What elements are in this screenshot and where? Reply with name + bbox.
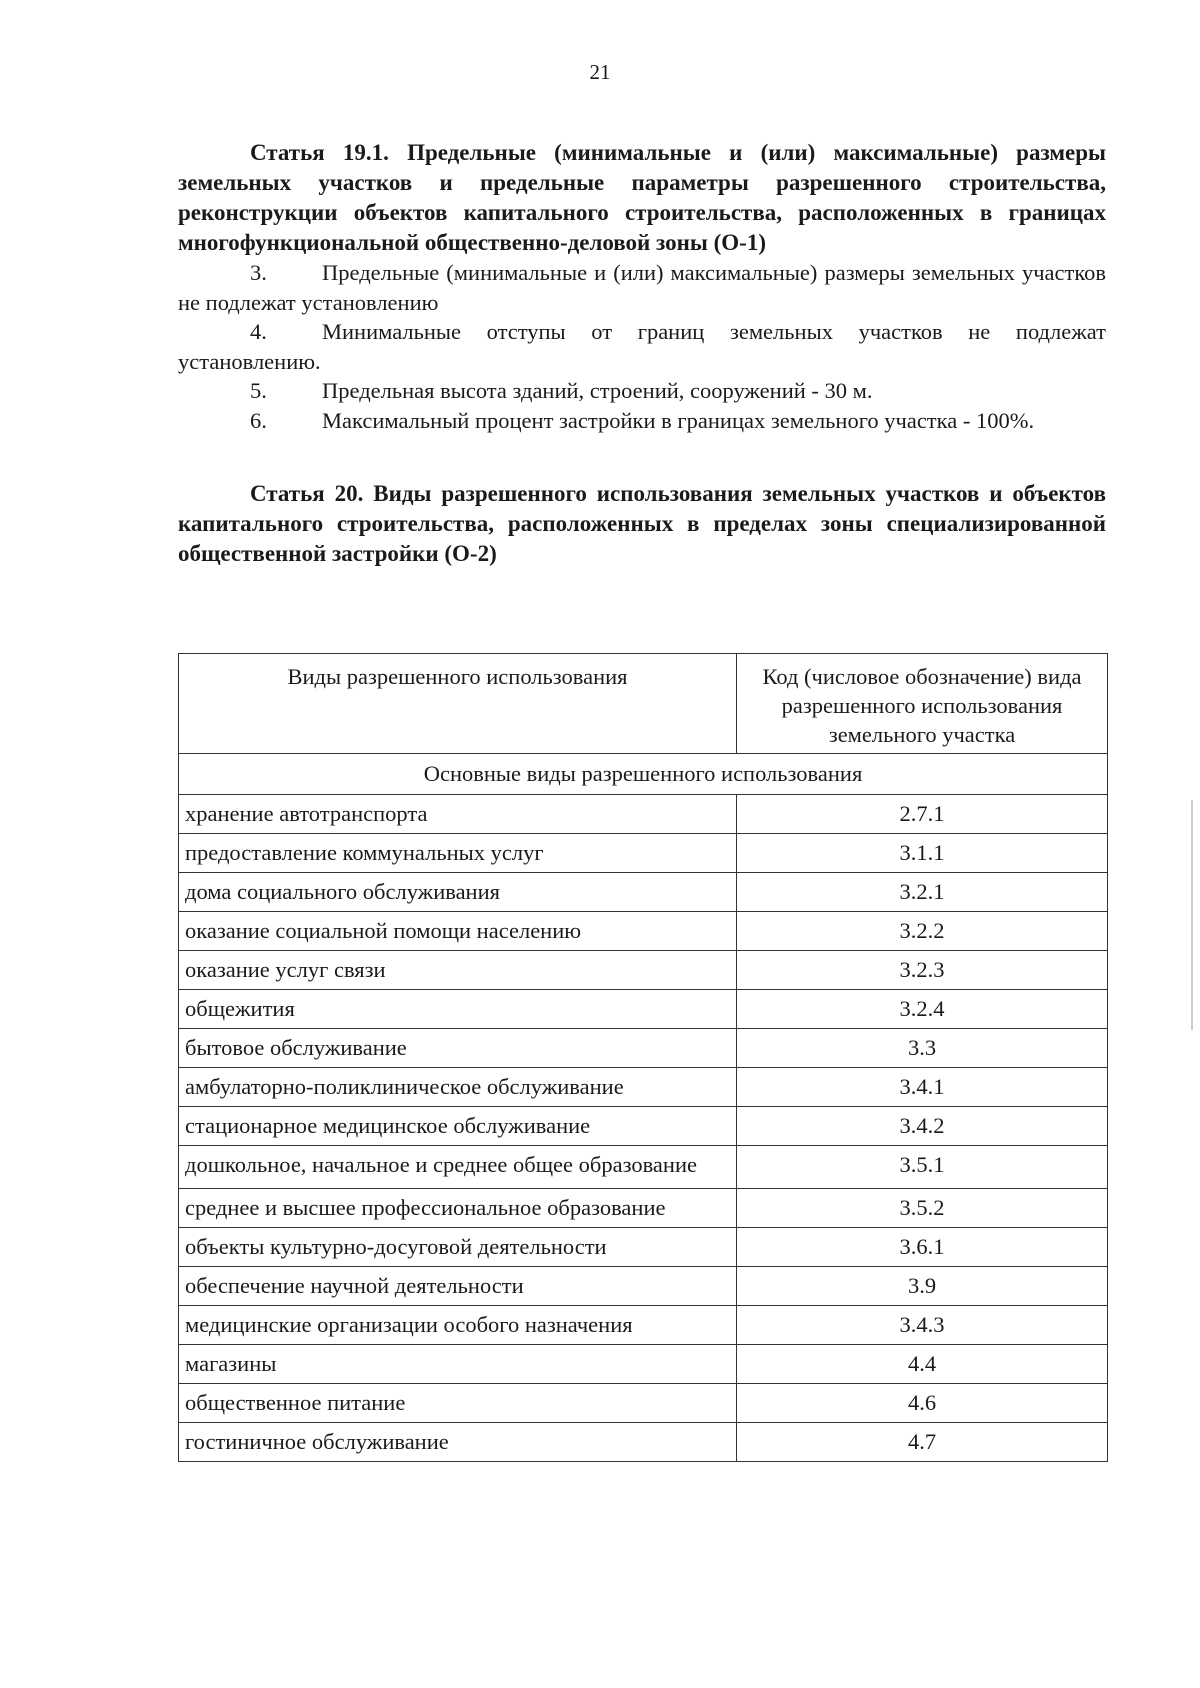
use-type-cell: среднее и высшее профессиональное образование: [179, 1189, 737, 1228]
article-19-1-item: [178, 258, 1106, 317]
use-code-cell: 3.3: [737, 1029, 1108, 1068]
use-type-cell: медицинские организации особого назначения: [179, 1306, 737, 1345]
use-code-cell: 3.2.2: [737, 912, 1108, 951]
use-type-cell: хранение автотранспорта: [179, 795, 737, 834]
page-number: 21: [589, 60, 611, 84]
use-code-cell: 3.6.1: [737, 1228, 1108, 1267]
table-section-title: Основные виды разрешенного использования: [179, 754, 1108, 795]
article-19-1-item: [178, 376, 1106, 406]
use-code-cell: 3.2.3: [737, 951, 1108, 990]
use-type-cell: объекты культурно-досуговой деятельности: [179, 1228, 737, 1267]
document-body: [178, 138, 1106, 569]
item-number: 6.: [250, 407, 267, 433]
use-code-cell: 3.4.2: [737, 1107, 1108, 1146]
table-row: [179, 834, 1108, 873]
use-type-cell: бытовое обслуживание: [179, 1029, 737, 1068]
use-code-cell: 3.4.1: [737, 1068, 1108, 1107]
use-type-cell: гостиничное обслуживание: [179, 1423, 737, 1462]
table-row: [179, 912, 1108, 951]
use-code-cell: 3.5.2: [737, 1189, 1108, 1228]
article-19-1-heading: Статья 19.1. Предельные (минимальные и (или) максимальные) размеры земельных участков и предельные параметры разрешенного строительства, реконструкции объектов капитального строительства, расположенных в границах многофункциональной общественно-деловой зоны (О-1): [178, 140, 1106, 255]
table-header-use-type: Виды разрешенного использования: [179, 654, 737, 754]
use-code-cell: 4.6: [737, 1384, 1108, 1423]
table-row: [179, 1306, 1108, 1345]
use-type-cell: предоставление коммунальных услуг: [179, 834, 737, 873]
table-row: [179, 990, 1108, 1029]
use-code-cell: 4.4: [737, 1345, 1108, 1384]
table-section-row: [179, 754, 1108, 795]
table-row: [179, 1107, 1108, 1146]
use-type-cell: общежития: [179, 990, 737, 1029]
item-number: 3.: [250, 260, 267, 285]
use-code-cell: 4.7: [737, 1423, 1108, 1462]
use-code-cell: 3.2.4: [737, 990, 1108, 1029]
table-row: [179, 1029, 1108, 1068]
use-type-cell: дошкольное, начальное и среднее общее образование: [179, 1146, 737, 1189]
item-number: 4.: [250, 319, 267, 344]
table-row: [179, 1345, 1108, 1384]
table-row: [179, 1423, 1108, 1462]
use-type-cell: стационарное медицинское обслуживание: [179, 1107, 737, 1146]
table-row: [179, 1146, 1108, 1189]
table-row: [179, 1228, 1108, 1267]
permitted-uses-table: [178, 653, 1108, 1462]
article-19-1-item: [178, 317, 1106, 376]
use-type-cell: оказание социальной помощи населению: [179, 912, 737, 951]
table-row: [179, 873, 1108, 912]
item-text: Минимальные отступы от границ земельных участков не подлежат установлению.: [178, 319, 1106, 374]
table-row: [179, 1267, 1108, 1306]
use-type-cell: магазины: [179, 1345, 737, 1384]
use-code-cell: 3.1.1: [737, 834, 1108, 873]
use-type-cell: амбулаторно-поликлиническое обслуживание: [179, 1068, 737, 1107]
table-header-code: Код (числовое обозначение) вида разрешенного использования земельного участка: [737, 654, 1108, 754]
use-type-cell: обеспечение научной деятельности: [179, 1267, 737, 1306]
item-text: Предельные (минимальные и (или) максимальные) размеры земельных участков не подлежат установлению: [178, 260, 1106, 315]
table-row: [179, 1068, 1108, 1107]
use-code-cell: 2.7.1: [737, 795, 1108, 834]
table-row: [179, 795, 1108, 834]
use-code-cell: 3.9: [737, 1267, 1108, 1306]
article-19-1-item: [178, 406, 1106, 436]
use-code-cell: 3.4.3: [737, 1306, 1108, 1345]
article-20-heading: Статья 20. Виды разрешенного использования земельных участков и объектов капитального строительства, расположенных в пределах зоны специализированной общественной застройки (О-2): [178, 481, 1106, 566]
use-type-cell: общественное питание: [179, 1384, 737, 1423]
use-code-cell: 3.2.1: [737, 873, 1108, 912]
table-row: [179, 1189, 1108, 1228]
table-header-row: [179, 654, 1108, 754]
use-code-cell: 3.5.1: [737, 1146, 1108, 1189]
item-text: Максимальный процент застройки в границах земельного участка - 100%.: [322, 407, 1035, 433]
scan-edge-mark: [1191, 800, 1193, 1030]
table-row: [179, 951, 1108, 990]
use-type-cell: оказание услуг связи: [179, 951, 737, 990]
item-text: Предельная высота зданий, строений, сооружений - 30 м.: [322, 378, 873, 403]
use-type-cell: дома социального обслуживания: [179, 873, 737, 912]
item-number: 5.: [250, 378, 267, 403]
article-19-1-items: [178, 258, 1106, 435]
table-row: [179, 1384, 1108, 1423]
section-spacer: [178, 435, 1106, 479]
